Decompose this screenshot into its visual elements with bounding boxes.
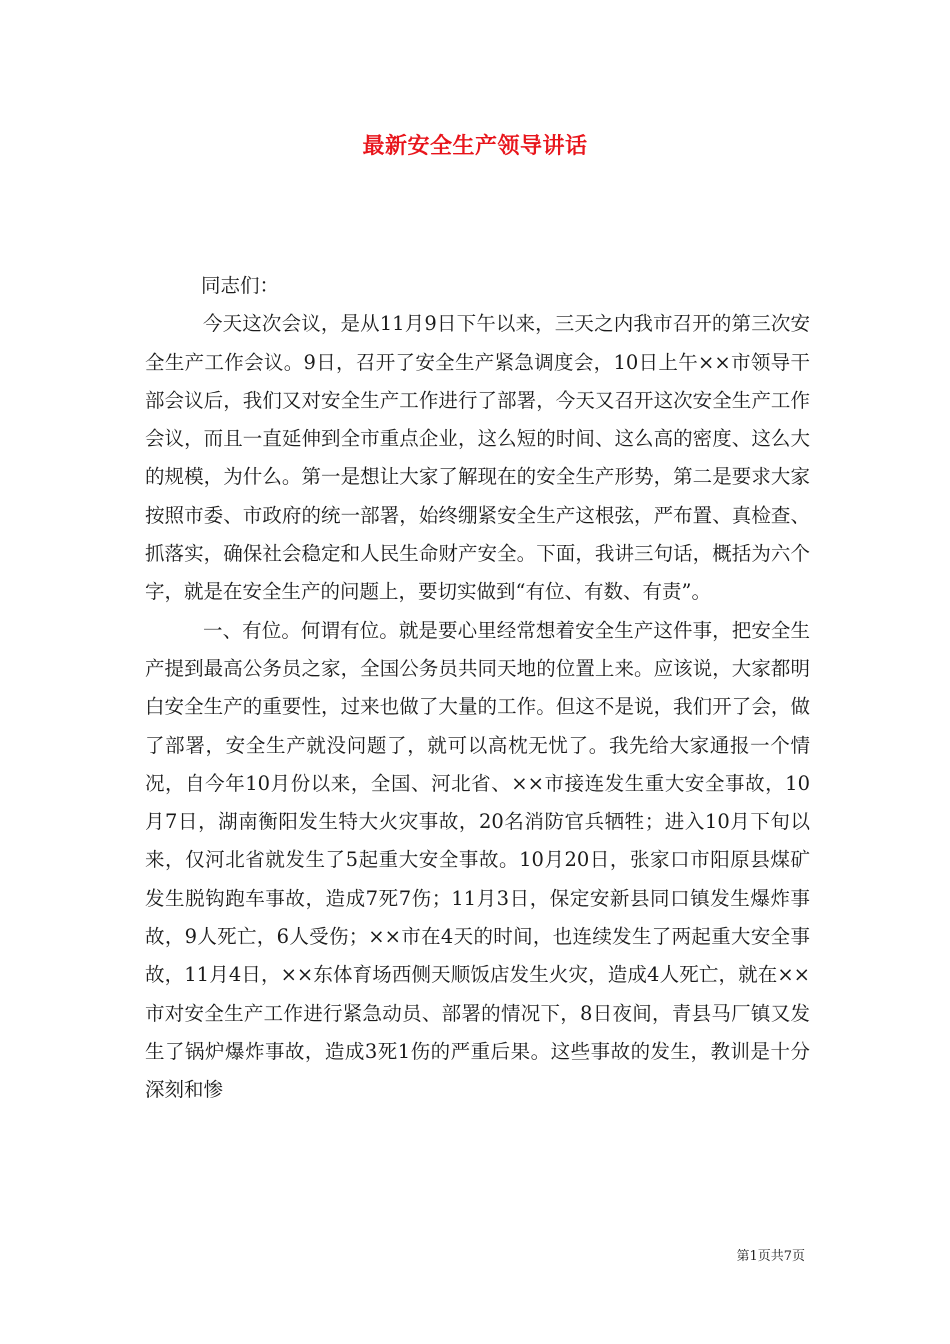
document-title: 最新安全生产领导讲话 <box>362 133 588 159</box>
document-body <box>145 267 810 1110</box>
paragraph-2: 一、有位。何谓有位。就是要心里经常想着安全生产这件事，把安全生产提到最高公务员之家，全国公务员共同天地的位置上来。应该说，大家都明白安全生产的重要性，过来也做了大量的工作。但这不是说，我们开了会，做了部署，安全生产就没问题了，就可以高枕无忧了。我先给大家通报一个情况，自今年10月份以来，全国、河北省、××市接连发生重大安全事故，10月7日，湖南衡阳发生特大火灾事故，20名消防官兵牺牲；进入10月下旬以来，仅河北省就发生了5起重大安全事故。10月20日，张家口市阳原县煤矿发生脱钩跑车事故，造成7死7伤；11月3日，保定安新县同口镇发生爆炸事故，9人死亡，6人受伤；××市在4天的时间，也连续发生了两起重大安全事故，11月4日，××东体育场西侧天顺饭店发生火灾，造成4人死亡，就在××市对安全生产工作进行紧急动员、部署的情况下，8日夜间，青县马厂镇又发生了锅炉爆炸事故，造成3死1伤的严重后果。这些事故的发生，教训是十分深刻和惨 <box>145 618 810 1102</box>
salutation: 同志们： <box>201 274 280 297</box>
paragraph-1: 今天这次会议，是从11月9日下午以来，三天之内我市召开的第三次安全生产工作会议。9日，召开了安全生产紧急调度会，10日上午××市领导干部会议后，我们又对安全生产工作进行了部署，今天又召开这次安全生产工作会议，而且一直延伸到全市重点企业，这么短的时间、这么高的密度、这么大的规模，为什么。第一是想让大家了解现在的安全生产形势，第二是要求大家按照市委、市政府的统一部署，始终绷紧安全生产这根弦，严布置、真检查、抓落实，确保社会稳定和人民生命财产安全。下面，我讲三句话，概括为六个字，就是在安全生产的问题上，要切实做到“有位、有数、有责”。 <box>145 312 810 604</box>
page-number: 第1页共7页 <box>736 1249 805 1264</box>
